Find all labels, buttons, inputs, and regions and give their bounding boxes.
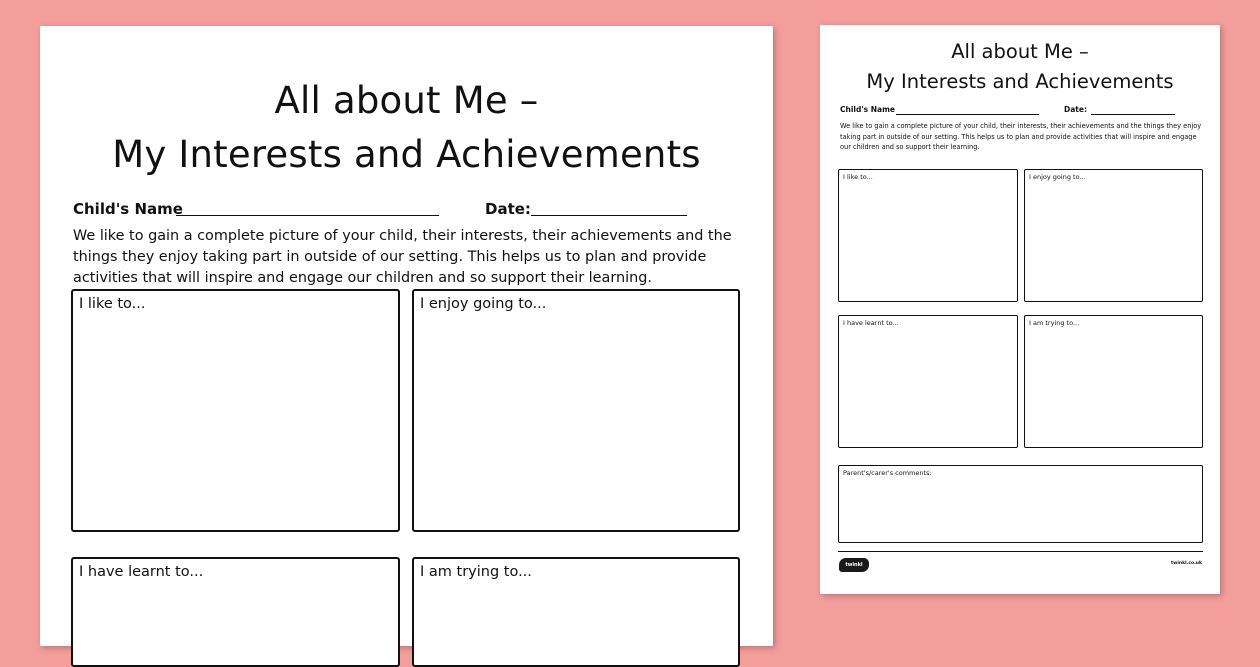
box-i-am-trying-to-small: [1024, 315, 1203, 448]
box-i-like-to: [71, 289, 400, 532]
intro-paragraph-small: We like to gain a complete picture of your child, their interests, their achievements and the things they enjoy taking part in outside of our setting. This helps us to plan and provide activities that will inspire and engage our children and so support their learning.: [840, 122, 1202, 151]
box-label: I have learnt to...: [843, 319, 899, 327]
footer-url: twinkl.co.uk: [1171, 561, 1202, 566]
footer-divider: [838, 551, 1203, 552]
box-label: I have learnt to...: [79, 564, 204, 580]
childs-name-line: [176, 215, 439, 216]
twinkl-logo: twinkl: [839, 558, 869, 572]
box-label: I enjoy going to...: [420, 296, 547, 312]
box-i-have-learnt-to-small: [838, 315, 1018, 448]
box-i-am-trying-to: [412, 557, 740, 667]
name-date-row-small: [840, 105, 1200, 117]
childs-name-label: Child's Name: [73, 200, 183, 218]
box-parents-comments-small: [838, 465, 1203, 543]
title-line-1-small: All about Me –: [951, 40, 1089, 63]
worksheet-preview-small: [820, 25, 1220, 594]
box-label: I enjoy going to...: [1029, 173, 1086, 181]
box-label: I like to...: [79, 296, 146, 312]
box-i-enjoy-going-to: [412, 289, 740, 532]
date-line-small: [1091, 114, 1175, 115]
box-i-have-learnt-to: [71, 557, 400, 667]
box-label: I am trying to...: [1029, 319, 1080, 327]
worksheet-preview-large: [40, 26, 773, 646]
intro-paragraph: We like to gain a complete picture of your child, their interests, their achievements and the things they enjoy taking part in outside of our setting. This helps us to plan and provide activities that will inspire and engage our children and so support their learning.: [73, 228, 732, 286]
date-label: Date:: [485, 200, 531, 218]
box-label: I like to...: [843, 173, 873, 181]
title-line-1: All about Me –: [274, 79, 539, 122]
date-label-small: Date:: [1064, 105, 1087, 114]
title-line-2: My Interests and Achievements: [112, 133, 701, 176]
date-line: [531, 215, 687, 216]
childs-name-label-small: Child's Name: [840, 105, 895, 114]
box-i-like-to-small: [838, 169, 1018, 302]
title-line-2-small: My Interests and Achievements: [866, 70, 1174, 93]
box-label: I am trying to...: [420, 564, 532, 580]
box-label: Parent's/carer's comments:: [843, 469, 932, 477]
childs-name-line-small: [896, 114, 1039, 115]
worksheet-title-small: [820, 37, 1220, 97]
box-i-enjoy-going-to-small: [1024, 169, 1203, 302]
worksheet-title: [40, 74, 773, 182]
name-date-row: [73, 197, 713, 221]
